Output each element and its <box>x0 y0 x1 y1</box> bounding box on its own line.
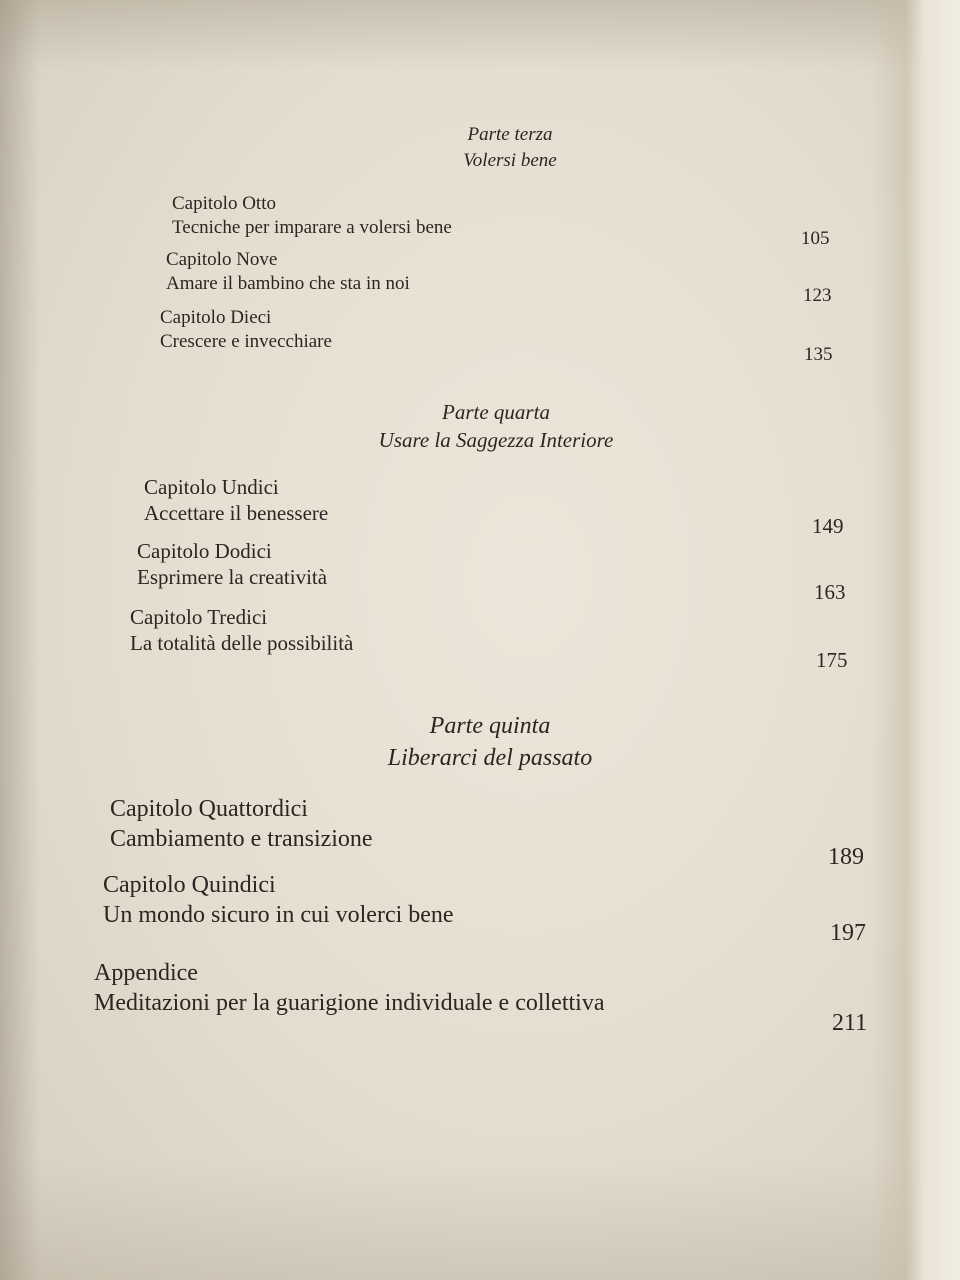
toc-entry[interactable] <box>137 538 327 591</box>
toc-entry[interactable] <box>110 794 373 854</box>
part-title: Volersi bene <box>463 149 557 171</box>
part-heading <box>346 398 646 455</box>
chapter-label: Capitolo Otto <box>172 193 276 214</box>
chapter-label: Capitolo Undici <box>144 475 279 499</box>
page-number: 197 <box>830 920 866 946</box>
toc-entry[interactable] <box>103 870 454 930</box>
chapter-label: Capitolo Nove <box>166 249 278 270</box>
page-number: 175 <box>816 648 848 672</box>
toc-entry[interactable] <box>144 474 328 527</box>
page-number: 211 <box>832 1010 868 1036</box>
part-label: Parte terza <box>467 124 553 145</box>
chapter-title: Crescere e invecchiare <box>160 330 332 352</box>
part-title: Usare la Saggezza Interiore <box>378 428 614 453</box>
chapter-label: Capitolo Quindici <box>103 872 276 898</box>
chapter-title: Un mondo sicuro in cui volerci bene <box>103 902 454 928</box>
part-label: Parte quarta <box>442 400 550 424</box>
chapter-title: La totalità delle possibilità <box>130 631 354 656</box>
part-heading <box>380 122 640 173</box>
page-number: 163 <box>814 580 846 604</box>
chapter-label: Capitolo Quattordici <box>110 796 308 822</box>
chapter-title: Amare il bambino che sta in noi <box>166 272 410 294</box>
page-number: 135 <box>804 344 833 365</box>
part-heading <box>345 710 635 775</box>
toc-entry-appendix[interactable] <box>94 958 605 1018</box>
chapter-title: Accettare il benessere <box>144 501 329 526</box>
appendix-label: Appendice <box>94 960 198 986</box>
chapter-title: Cambiamento e transizione <box>110 826 373 852</box>
part-title: Liberarci del passato <box>387 745 593 772</box>
toc-entry[interactable] <box>172 192 452 240</box>
chapter-title: Esprimere la creatività <box>137 565 328 590</box>
toc-entry[interactable] <box>166 248 410 296</box>
toc-entry[interactable] <box>160 306 332 354</box>
toc-entry[interactable] <box>130 604 353 657</box>
appendix-title: Meditazioni per la guarigione individuale e collettiva <box>94 990 605 1016</box>
page-number: 189 <box>828 844 864 870</box>
chapter-title: Tecniche per imparare a volersi bene <box>172 216 452 238</box>
chapter-label: Capitolo Dodici <box>137 539 272 563</box>
chapter-label: Capitolo Tredici <box>130 605 268 629</box>
chapter-label: Capitolo Dieci <box>160 307 272 328</box>
page-number: 149 <box>812 514 844 538</box>
page-number: 123 <box>803 285 832 306</box>
page-number: 105 <box>801 228 830 249</box>
part-label: Parte quinta <box>429 713 551 739</box>
